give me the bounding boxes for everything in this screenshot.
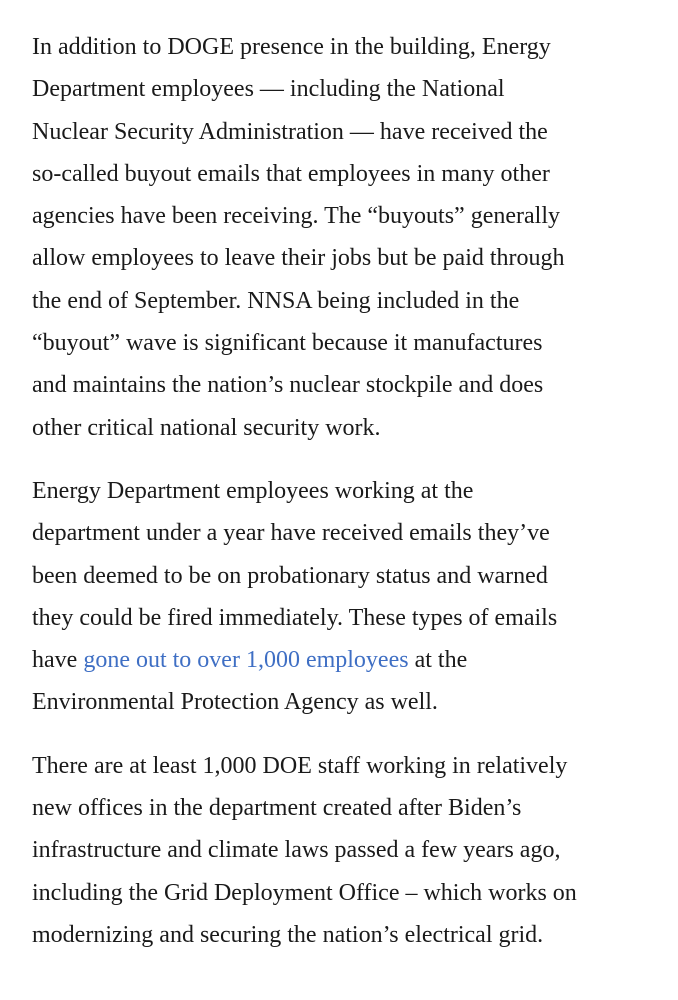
- paragraph-buyout-emails: [32, 26, 668, 449]
- link-suffix-text: at the: [408, 647, 468, 674]
- text-line: In addition to DOGE presence in the building, Energy: [32, 34, 551, 60]
- employees-article-link[interactable]: gone out to over 1,000 employees: [83, 647, 409, 674]
- text-line: allow employees to leave their jobs but be paid through: [32, 245, 565, 272]
- text-line: and maintains the nation’s nuclear stockpile and does: [32, 372, 544, 399]
- text-line: other critical national security work.: [32, 414, 381, 441]
- text-line: Environmental Protection Agency as well.: [32, 689, 438, 716]
- text-line: so-called buyout emails that employees in many other: [32, 160, 550, 187]
- text-line: Department employees — including the National: [32, 76, 505, 103]
- text-line: There are at least 1,000 DOE staff working in relatively: [32, 752, 568, 779]
- text-line: Energy Department employees working at the: [32, 477, 474, 504]
- text-line-with-link: [32, 639, 668, 681]
- text-line: including the Grid Deployment Office – which works on: [32, 879, 577, 906]
- article-body: [32, 26, 668, 956]
- paragraph-probationary-status: [32, 470, 668, 724]
- text-line: Nuclear Security Administration — have received the: [32, 118, 548, 145]
- text-line: modernizing and securing the nation’s electrical grid.: [32, 921, 544, 948]
- paragraph-doe-staff: [32, 745, 668, 956]
- text-line: new offices in the department created after Biden’s: [32, 795, 522, 822]
- text-line: they could be fired immediately. These types of emails: [32, 604, 558, 631]
- text-line: department under a year have received emails they’ve: [32, 520, 550, 547]
- text-line: the end of September. NNSA being included in the: [32, 287, 520, 314]
- text-line: agencies have been receiving. The “buyouts” generally: [32, 203, 560, 230]
- text-line: infrastructure and climate laws passed a few years ago,: [32, 837, 561, 864]
- link-prefix-text: have: [32, 647, 84, 674]
- text-line: “buyout” wave is significant because it manufactures: [32, 330, 543, 357]
- text-line: been deemed to be on probationary status and warned: [32, 562, 548, 589]
